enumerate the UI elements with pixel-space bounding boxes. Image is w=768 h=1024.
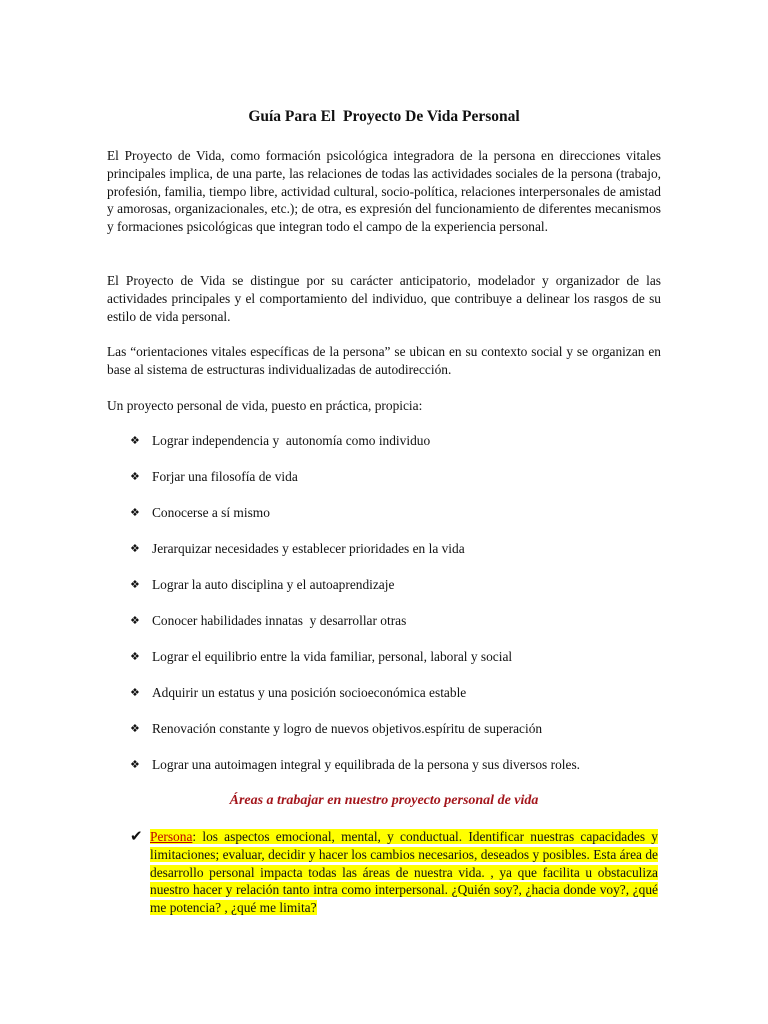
- paragraph-intro-list: Un proyecto personal de vida, puesto en práctica, propicia:: [107, 398, 423, 413]
- list-item-text: Conocerse a sí mismo: [152, 505, 270, 520]
- list-item-text: Lograr independencia y autonomía como individuo: [152, 433, 431, 448]
- list-item-text: Conocer habilidades innatas y desarrollar otras: [152, 613, 407, 628]
- checkmark-icon: ✔: [130, 827, 143, 845]
- benefits-list: [130, 432, 670, 792]
- diamond-bullet-icon: ❖: [130, 650, 140, 663]
- paragraph-definition: El Proyecto de Vida, como formación psicológica integradora de la persona en direcciones vitales principales implica, de una parte, las relaciones de todas las actividades sociales de la persona (trabajo, profesión, familia, tiempo libre, actividad cultural, socio-política, relaciones interpersonales de amistad y amorosas, organizacionales, etc.); de otra, es expresión del funcionamiento de diferentes mecanismos y formaciones psicológicas que integran todo el campo de la experiencia personal.: [107, 148, 661, 235]
- list-item: [130, 432, 670, 468]
- list-item-text: Lograr la auto disciplina y el autoaprendizaje: [152, 577, 395, 592]
- diamond-bullet-icon: ❖: [130, 614, 140, 627]
- persona-area-item: [130, 828, 664, 917]
- persona-label: Persona: [150, 829, 193, 844]
- diamond-bullet-icon: ❖: [130, 542, 140, 555]
- document-title: Guía Para El Proyecto De Vida Personal: [248, 108, 520, 125]
- list-item-text: Lograr el equilibrio entre la vida familiar, personal, laboral y social: [152, 649, 513, 664]
- list-item-text: Renovación constante y logro de nuevos objetivos.espíritu de superación: [152, 721, 543, 736]
- diamond-bullet-icon: ❖: [130, 506, 140, 519]
- list-item: [130, 648, 670, 684]
- diamond-bullet-icon: ❖: [130, 578, 140, 591]
- list-item-text: Jerarquizar necesidades y establecer prioridades en la vida: [152, 541, 465, 556]
- paragraph-orientations: Las “orientaciones vitales específicas de la persona” se ubican en su contexto social y se organizan en base al sistema de estructuras individualizadas de autodirección.: [107, 344, 661, 377]
- list-item: [130, 756, 670, 792]
- list-item: [130, 720, 670, 756]
- list-item: [130, 612, 670, 648]
- persona-description: : los aspectos emocional, mental, y conductual. Identificar nuestras capacidades y limitaciones; evaluar, decidir y hacer los cambios necesarios, deseados y posibles. Esta área de desarrollo personal impacta todas las áreas de nuestra vida. , ya que facilita u obstaculiza nuestro hacer y relación tanto intra como interpersonal. ¿Quién soy?, ¿hacia donde voy?, ¿qué me potencia? , ¿qué me limita?: [150, 829, 658, 916]
- persona-area-text: [150, 828, 658, 917]
- list-item: [130, 576, 670, 612]
- diamond-bullet-icon: ❖: [130, 434, 140, 447]
- diamond-bullet-icon: ❖: [130, 758, 140, 771]
- section-title: Áreas a trabajar en nuestro proyecto personal de vida: [229, 793, 539, 808]
- diamond-bullet-icon: ❖: [130, 470, 140, 483]
- list-item: [130, 540, 670, 576]
- diamond-bullet-icon: ❖: [130, 722, 140, 735]
- list-item: [130, 504, 670, 540]
- list-item: [130, 684, 670, 720]
- diamond-bullet-icon: ❖: [130, 686, 140, 699]
- paragraph-characteristics: El Proyecto de Vida se distingue por su carácter anticipatorio, modelador y organizador de las actividades principales y el comportamiento del individuo, que contribuye a delinear los rasgos de su estilo de vida personal.: [107, 273, 661, 324]
- list-item: [130, 468, 670, 504]
- list-item-text: Forjar una filosofía de vida: [152, 469, 298, 484]
- list-item-text: Lograr una autoimagen integral y equilibrada de la persona y sus diversos roles.: [152, 757, 580, 772]
- list-item-text: Adquirir un estatus y una posición socioeconómica estable: [152, 685, 467, 700]
